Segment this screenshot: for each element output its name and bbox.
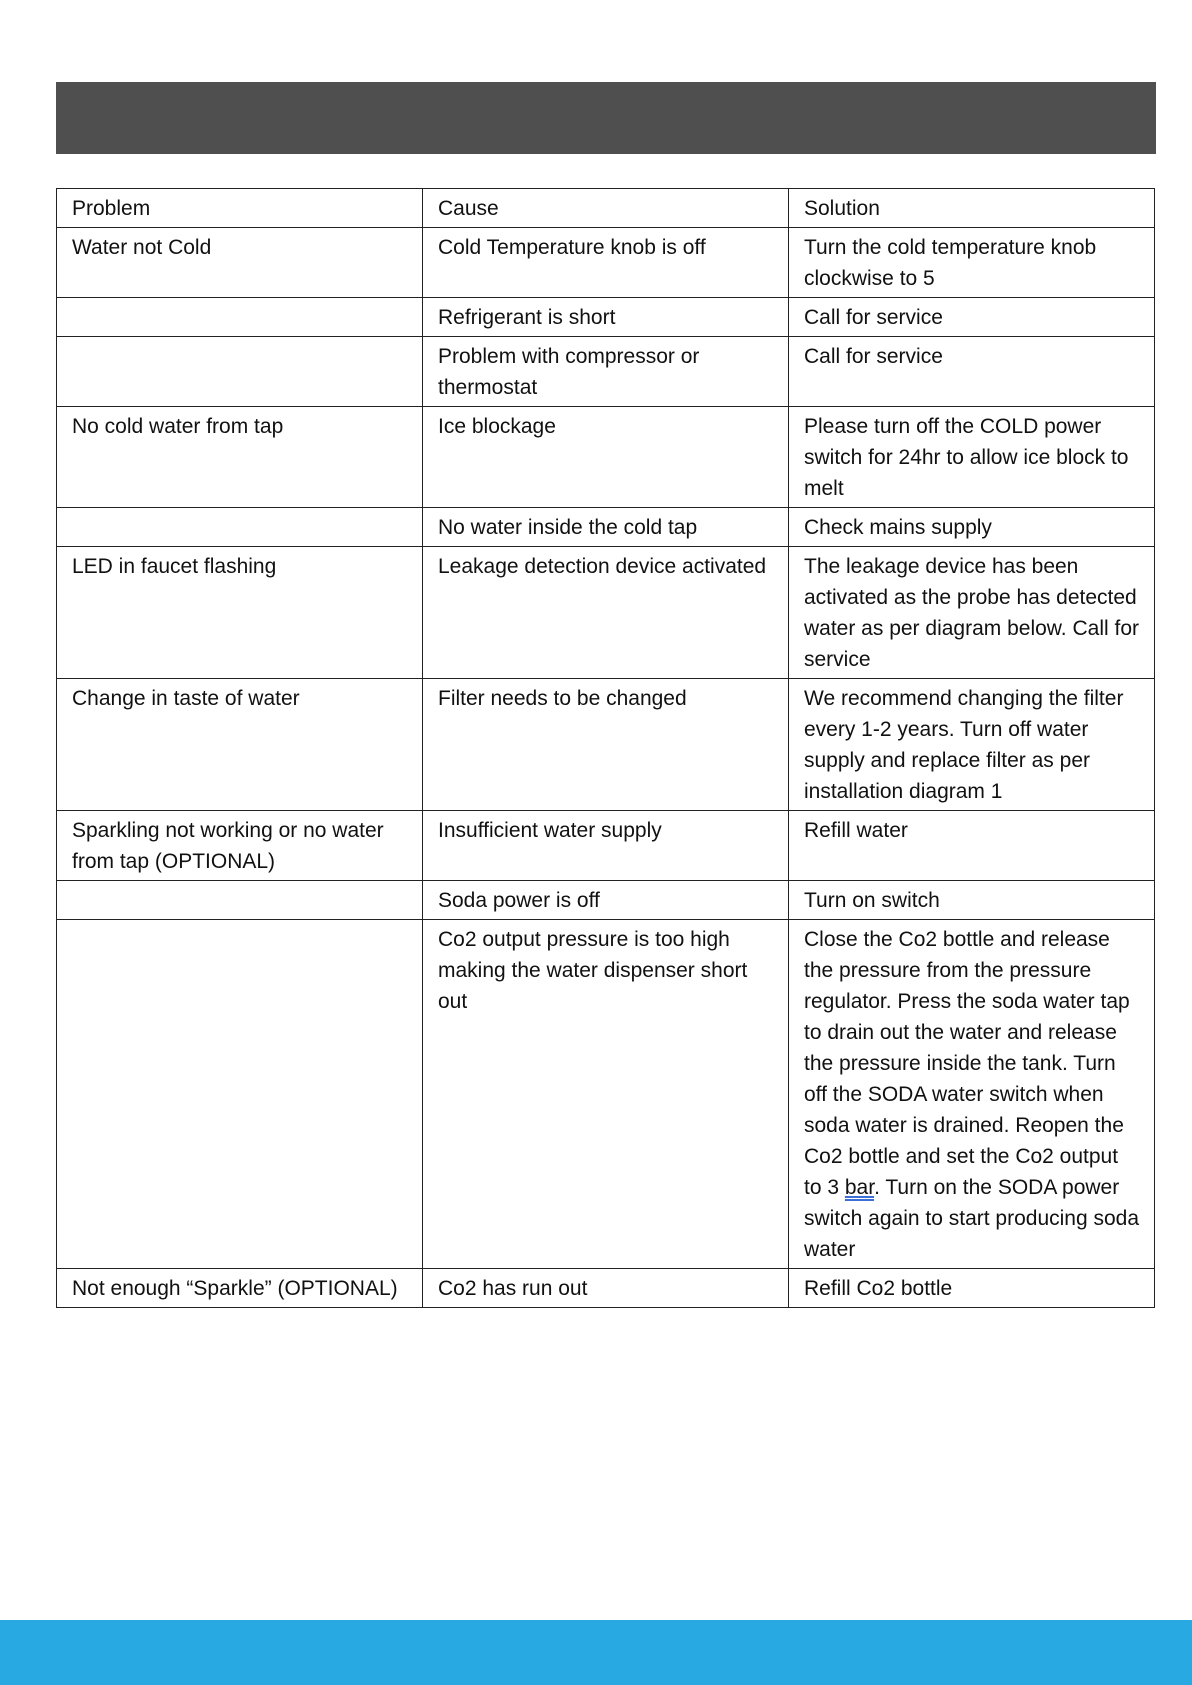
cause-cell: Soda power is off [423,881,789,920]
cause-cell: Filter needs to be changed [423,679,789,811]
problem-cell [57,298,423,337]
header-problem: Problem [57,189,423,228]
cause-cell: Cold Temperature knob is off [423,228,789,298]
solution-cell: The leakage device has been activated as the probe has detected water as per diagram below. Call for service [789,547,1155,679]
table-row [57,228,1155,298]
table-row [57,508,1155,547]
cause-cell: Insufficient water supply [423,811,789,881]
table-row [57,547,1155,679]
cause-cell: Refrigerant is short [423,298,789,337]
problem-cell: Not enough “Sparkle” (OPTIONAL) [57,1269,423,1308]
solution-cell: We recommend changing the filter every 1-2 years. Turn off water supply and replace filter as per installation diagram 1 [789,679,1155,811]
spellcheck-marked-word: bar [844,1176,875,1199]
cause-cell: Co2 has run out [423,1269,789,1308]
problem-cell [57,881,423,920]
footer-band [0,1620,1192,1685]
solution-cell: Call for service [789,337,1155,407]
solution-text-part: . Turn on the SODA power switch again to start producing soda water [804,1176,1140,1261]
table-row [57,1269,1155,1308]
header-solution: Solution [789,189,1155,228]
solution-cell: Refill Co2 bottle [789,1269,1155,1308]
table-row [57,920,1155,1269]
solution-cell: Please turn off the COLD power switch for 24hr to allow ice block to melt [789,407,1155,508]
table-row [57,881,1155,920]
cause-cell: Leakage detection device activated [423,547,789,679]
cause-cell: Problem with compressor or thermostat [423,337,789,407]
table-row [57,811,1155,881]
solution-cell: Turn the cold temperature knob clockwise to 5 [789,228,1155,298]
problem-cell: No cold water from tap [57,407,423,508]
troubleshooting-table [56,188,1155,1308]
problem-cell [57,920,423,1269]
solution-cell: Check mains supply [789,508,1155,547]
table-row [57,337,1155,407]
problem-cell: Change in taste of water [57,679,423,811]
problem-cell: Sparkling not working or no water from tap (OPTIONAL) [57,811,423,881]
solution-cell: Refill water [789,811,1155,881]
table-row [57,407,1155,508]
problem-cell [57,508,423,547]
problem-cell: Water not Cold [57,228,423,298]
table-header-row [57,189,1155,228]
cause-cell: Co2 output pressure is too high making the water dispenser short out [423,920,789,1269]
table-row [57,679,1155,811]
problem-cell: LED in faucet flashing [57,547,423,679]
solution-text-part: Close the Co2 bottle and release the pressure from the pressure regulator. Press the soda water tap to drain out the water and release the pressure inside the tank. Turn off the SODA water switch when soda water is drained. Reopen the Co2 bottle and set the Co2 output to 3 [804,928,1130,1199]
section-header-band [56,82,1156,154]
solution-cell [789,920,1155,1269]
problem-cell [57,337,423,407]
solution-cell: Turn on switch [789,881,1155,920]
table-row [57,298,1155,337]
cause-cell: Ice blockage [423,407,789,508]
header-cause: Cause [423,189,789,228]
troubleshooting-table-container [56,188,1154,1308]
cause-cell: No water inside the cold tap [423,508,789,547]
solution-cell: Call for service [789,298,1155,337]
